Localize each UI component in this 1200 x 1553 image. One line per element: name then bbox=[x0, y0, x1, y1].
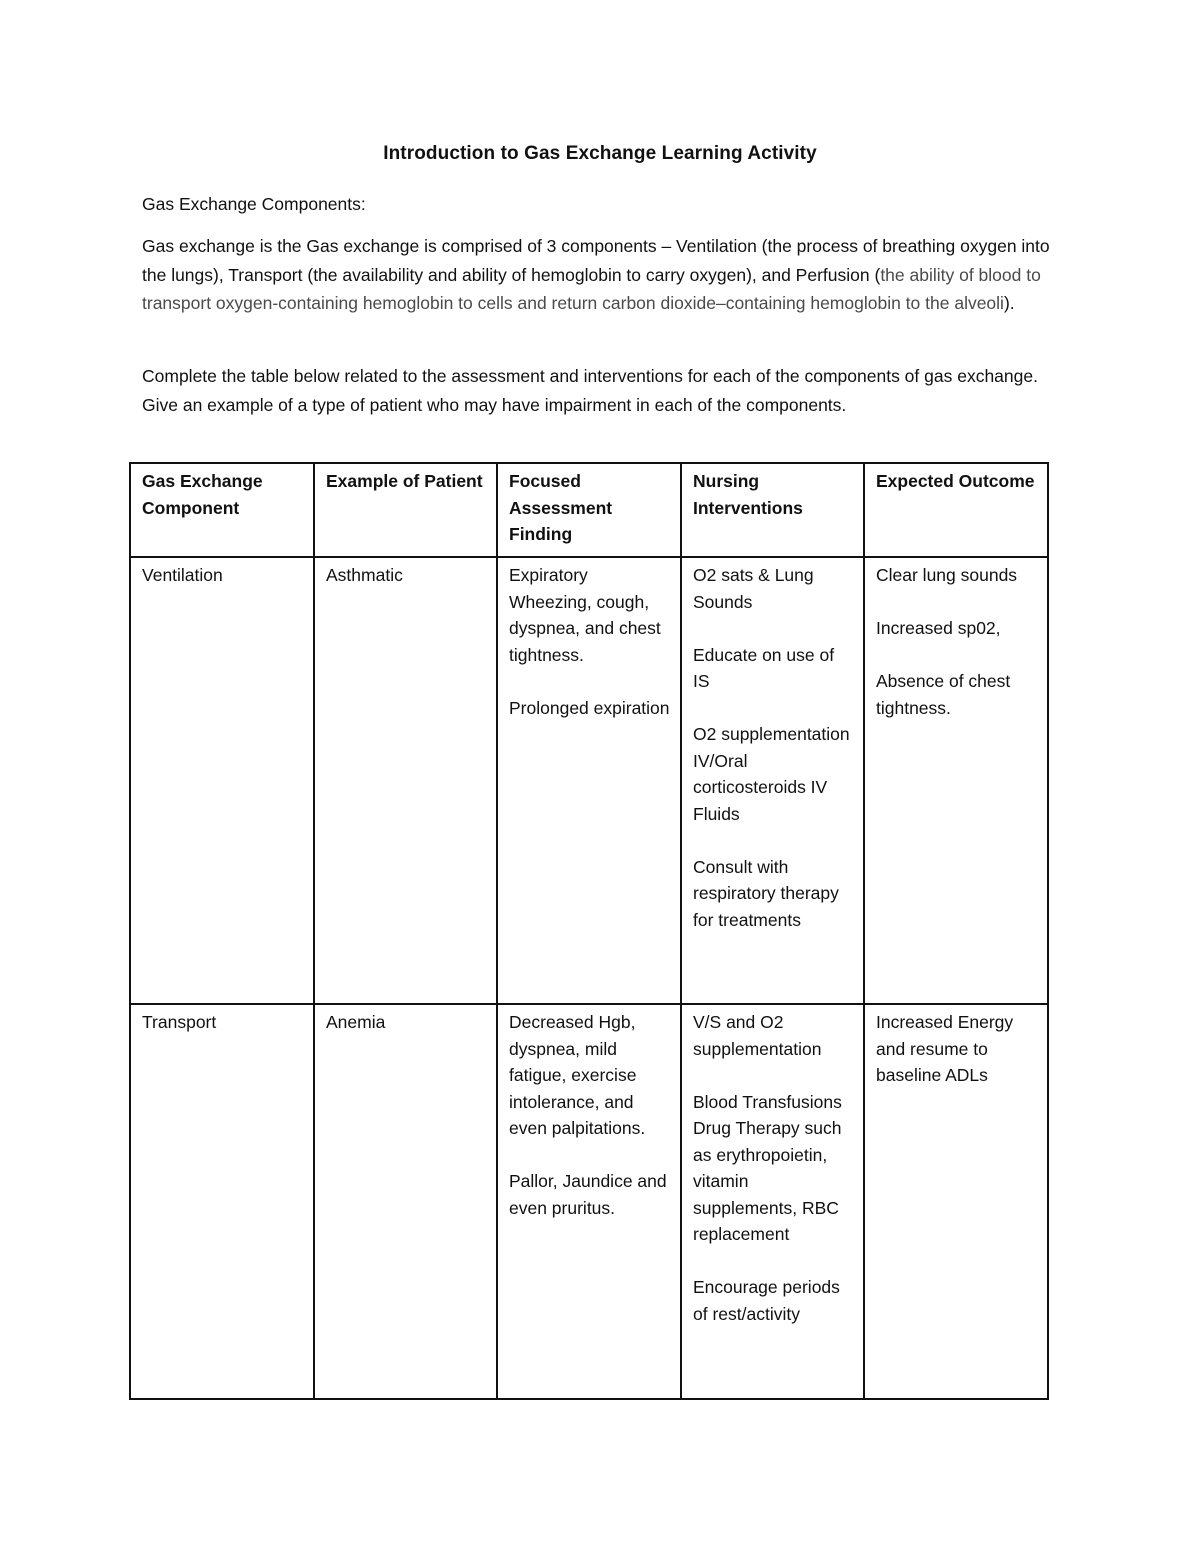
outcome-item: Absence of chest tightness. bbox=[876, 671, 1016, 718]
cell-patient: Anemia bbox=[314, 1004, 497, 1399]
intervention-item: Encourage periods of rest/activity bbox=[693, 1277, 845, 1324]
assessment-item: Pallor, Jaundice and even pruritus. bbox=[509, 1171, 672, 1218]
intervention-item: O2 supplementation IV/Oral corticosteroids IV Fluids bbox=[693, 724, 855, 824]
intro-text-part3: ). bbox=[1003, 293, 1015, 313]
cell-interventions bbox=[681, 557, 864, 1004]
intervention-item: O2 sats & Lung Sounds bbox=[693, 565, 819, 612]
outcome-item: Clear lung sounds bbox=[876, 565, 1018, 585]
intervention-item: V/S and O2 supplementation bbox=[693, 1012, 822, 1059]
assessment-item: Decreased Hgb, dyspnea, mild fatigue, exercise intolerance, and even palpitations. bbox=[509, 1012, 646, 1138]
assessment-item: Expiratory Wheezing, cough, dyspnea, and chest tightness. bbox=[509, 565, 666, 665]
page-title: Introduction to Gas Exchange Learning Activity bbox=[383, 143, 817, 164]
header-component: Gas Exchange Component bbox=[130, 463, 314, 557]
cell-outcome bbox=[864, 557, 1048, 1004]
cell-assessment bbox=[497, 1004, 681, 1399]
instructions-paragraph: Complete the table below related to the assessment and interventions for each of the components of gas exchange. Give an example of a type of patient who may have impairment in each of the components. bbox=[142, 366, 1038, 415]
intervention-item: Educate on use of IS bbox=[693, 644, 839, 691]
outcome-item: Increased Energy and resume to baseline ADLs bbox=[876, 1012, 1019, 1085]
header-interventions: Nursing Interventions bbox=[681, 463, 864, 557]
intro-text-part1: Gas exchange is the Gas exchange is comprised of 3 components – Ventilation (the process of breathing oxygen into the lungs), Transport (the availability and ability of hemoglobin to carry oxygen), and Perfusion ( bbox=[142, 236, 1050, 285]
outcome-item: Increased sp02, bbox=[876, 618, 1001, 638]
header-assessment: Focused Assessment Finding bbox=[497, 463, 681, 557]
table-row bbox=[130, 1004, 1048, 1399]
intro-text-perfusion-definition: the ability of blood to transport oxygen-containing hemoglobin to cells and return carbon dioxide–containing hemoglobin to the alveoli bbox=[142, 264, 1041, 313]
intervention-item: Consult with respiratory therapy for treatments bbox=[693, 856, 844, 930]
header-patient: Example of Patient bbox=[314, 463, 497, 557]
cell-patient: Asthmatic bbox=[314, 557, 497, 1004]
header-outcome: Expected Outcome bbox=[864, 463, 1048, 557]
intro-paragraph bbox=[142, 232, 1057, 318]
cell-interventions bbox=[681, 1004, 864, 1399]
cell-outcome bbox=[864, 1004, 1048, 1399]
cell-component: Transport bbox=[130, 1004, 314, 1399]
intervention-item: Blood Transfusions Drug Therapy such as erythropoietin, vitamin supplements, RBC replacement bbox=[693, 1091, 847, 1244]
assessment-item: Prolonged expiration bbox=[509, 697, 670, 718]
cell-component: Ventilation bbox=[130, 557, 314, 1004]
cell-assessment bbox=[497, 557, 681, 1004]
table-row bbox=[130, 557, 1048, 1004]
table-header-row bbox=[130, 463, 1048, 557]
gas-exchange-table bbox=[129, 462, 1049, 1400]
section-subheading: Gas Exchange Components: bbox=[142, 194, 366, 214]
